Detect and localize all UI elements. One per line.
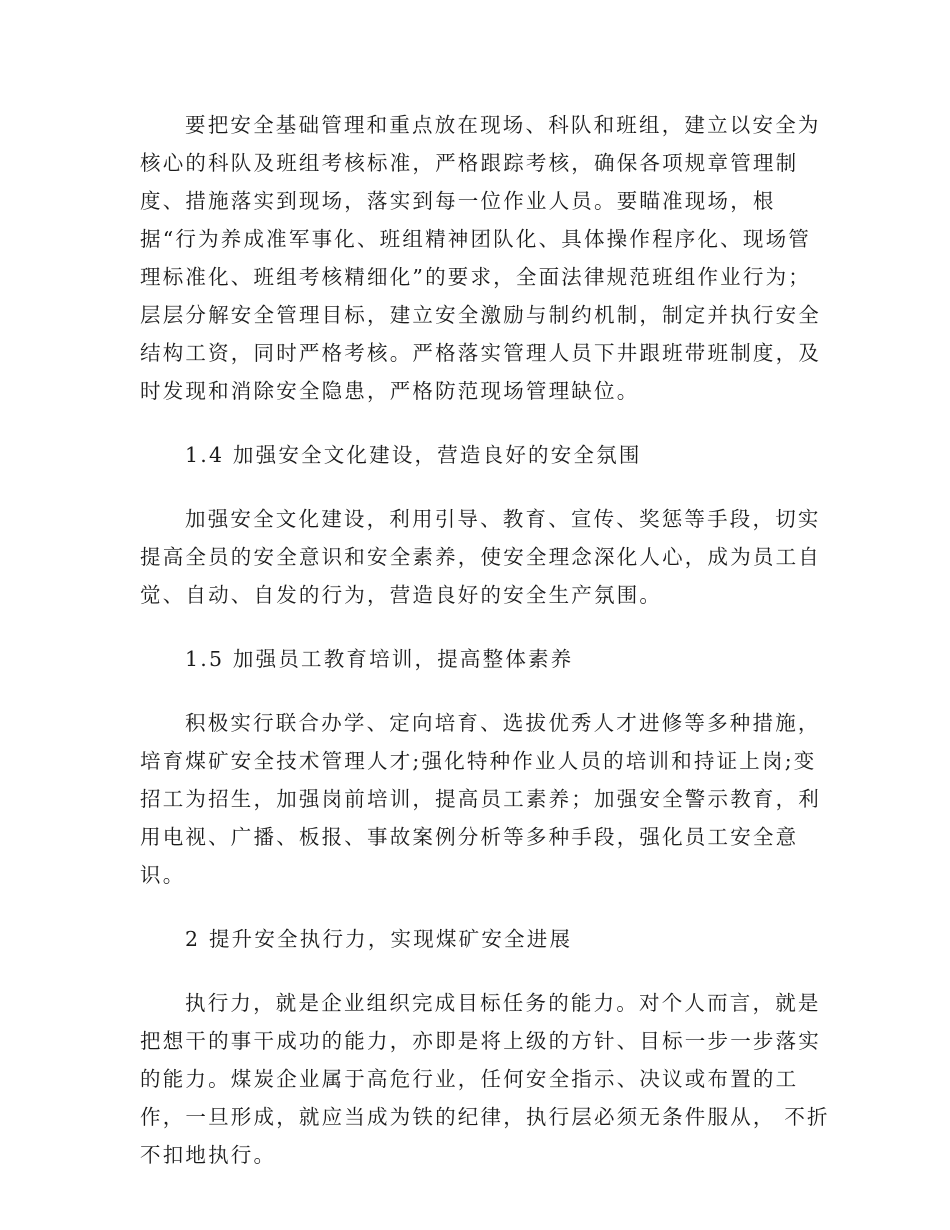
document-body (140, 106, 830, 1200)
section-heading-1-5: 1.5 加强员工教育培训，提高整体素养 (185, 647, 574, 671)
section-heading-2: 2 提升安全执行力，实现煤矿安全进展 (185, 927, 573, 951)
paragraph-line: 培育煤矿安全技术管理人才;强化特种作业人员的培训和持证上岗;变 (140, 749, 817, 773)
paragraph-line: 觉、自动、自发的行为，营造良好的安全生产氛围。 (140, 583, 663, 607)
paragraph-line: 要把安全基础管理和重点放在现场、科队和班组，建立以安全为 (185, 113, 821, 137)
paragraph-line: 招工为招生，加强岗前培训，提高员工素养；加强安全警示教育，利 (140, 787, 821, 811)
paragraph-line: 把想干的事干成功的能力，亦即是将上级的方针、目标一步一步落实 (140, 1029, 821, 1053)
paragraph-line: 作，一旦形成，就应当成为铁的纪律，执行层必须无条件服从， 不折 (140, 1105, 830, 1129)
paragraph-line: 时发现和消除安全隐患，严格防范现场管理缺位。 (140, 379, 640, 403)
paragraph-line: 据“行为养成准军事化、班组精神团队化、具体操作程序化、现场管 (140, 227, 811, 251)
paragraph-line: 核心的科队及班组考核标准，严格跟踪考核，确保各项规章管理制 (140, 151, 799, 175)
paragraph-line: 不扣地执行。 (140, 1143, 277, 1167)
paragraph-line: 理标准化、班组考核精细化”的要求，全面法律规范班组作业行为； (140, 265, 811, 289)
paragraph-line: 积极实行联合办学、定向培育、选拔优秀人才进修等多种措施， (185, 711, 821, 735)
paragraph-line: 层层分解安全管理目标，建立安全激励与制约机制，制定并执行安全 (140, 303, 821, 327)
paragraph-safety-culture (140, 500, 820, 614)
paragraph-line: 度、措施落实到现场，落实到每一位作业人员。要瞄准现场，根 (140, 189, 776, 213)
paragraph-line: 执行力，就是企业组织完成目标任务的能力。对个人而言，就是 (185, 991, 821, 1015)
paragraph-execution (140, 984, 830, 1174)
section-heading-1-4: 1.4 加强安全文化建设，营造良好的安全氛围 (185, 443, 642, 467)
paragraph-safety-management (140, 106, 820, 410)
paragraph-line: 用电视、广播、板报、事故案例分析等多种手段，强化员工安全意 (140, 825, 799, 849)
paragraph-line: 结构工资，同时严格考核。严格落实管理人员下井跟班带班制度，及 (140, 341, 821, 365)
paragraph-employee-training (140, 704, 820, 894)
paragraph-line: 加强安全文化建设，利用引导、教育、宣传、奖惩等手段，切实 (185, 507, 821, 531)
paragraph-line: 的能力。煤炭企业属于高危行业，任何安全指示、决议或布置的工 (140, 1067, 799, 1091)
paragraph-line: 提高全员的安全意识和安全素养，使安全理念深化人心，成为员工自 (140, 545, 821, 569)
paragraph-line: 识。 (140, 863, 186, 887)
